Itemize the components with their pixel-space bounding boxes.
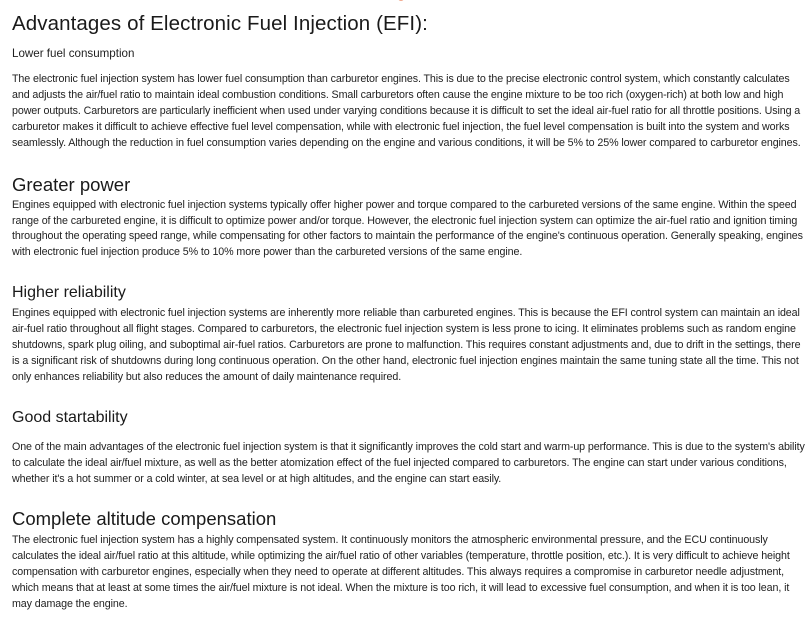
section-body: The electronic fuel injection system has a highly compensated system. It continuously monitors the atmospheric environmental pressure, and the ECU continuously calculates the ideal air/fuel ratio at this altitude, while optimizing the air/fuel ratio of other variables (temperature, throttle position, etc.). It is very difficult to achieve height compensation with carburetor engines, especially when they need to operate at different altitudes. This always requires a compromise in carburetor needle adjustment, which means that at least at some times the air/fuel mixture is not ideal. When the mixture is too rich, it will lead to excessive fuel consumption, and when it is too lean, it may damage the engine. bbox=[12, 534, 790, 610]
section-greater-power bbox=[12, 174, 808, 260]
section-body: The electronic fuel injection system has lower fuel consumption than carburetor engines. This is due to the precise electronic control system, which constantly calculates and adjusts the air/fuel ratio to maintain ideal combustion conditions. Small carburetors often cause the engine mixture to be too rich (oxygen-rich) at both low and high power outputs. Carburetors are particularly inefficient when used under varying conditions because it is difficult to set the ideal air-fuel ratio for all throttle positions. Using a carburetor makes it difficult to achieve effective fuel level compensation, while with electronic fuel injection, the fuel level compensation is built into the system and works seamlessly. Although the reduction in fuel consumption varies depending on the engine and various conditions, it will be 5% to 25% lower compared to carburetor engines. bbox=[12, 73, 801, 149]
section-good-startability bbox=[12, 408, 808, 487]
section-heading: Complete altitude compensation bbox=[12, 508, 277, 529]
section-higher-reliability bbox=[12, 283, 808, 385]
section-heading: Good startability bbox=[12, 409, 128, 426]
section-heading: Greater power bbox=[12, 174, 131, 195]
section-body: Engines equipped with electronic fuel injection systems are inherently more reliable than carbureted engines. This is because the EFI control system can maintain an ideal air-fuel ratio throughout all flight stages. Compared to carburetors, the electronic fuel injection system is less prone to icing. It eliminates problems such as random engine shutdowns, spark plug oiling, and suboptimal air-fuel ratios. Carburetors are prone to malfunction. This requires constant adjustments and, due to drift in the settings, there is a significant risk of shutdowns during long continuous operation. On the other hand, electronic fuel injection engines maintain the same tuning state all the time. This not only enhances reliability but also reduces the amount of daily maintenance required. bbox=[12, 307, 801, 383]
page-title: Advantages of Electronic Fuel Injection (EFI): bbox=[12, 12, 428, 35]
section-complete-altitude-compensation bbox=[12, 508, 808, 612]
section-body: Engines equipped with electronic fuel injection systems typically offer higher power and torque compared to the carbureted versions of the same engine. Within the speed range of the carbureted engine, it is difficult to optimize power and/or torque. However, the electronic fuel injection system can optimize the air-fuel ratio and ignition timing throughout the operating speed range, while compensating for other factors to maintain the performance of the engine's continuous operation. Generally speaking, engines with electronic fuel injection produce 5% to 10% more power than the carbureted versions of the same engine. bbox=[12, 199, 803, 258]
document-page bbox=[12, 0, 808, 612]
section-heading: Lower fuel consumption bbox=[12, 47, 135, 60]
section-lower-fuel-consumption bbox=[12, 46, 808, 151]
section-body: One of the main advantages of the electronic fuel injection system is that it significantly improves the cold start and warm-up performance. This is due to the system's ability to calculate the ideal air/fuel mixture, as well as the better atomization effect of the fuel injected compared to carburetors. The engine can start under various conditions, whether it's a hot summer or a cold winter, at sea level or at high altitudes, and the engine can start easily. bbox=[12, 441, 805, 485]
section-heading: Higher reliability bbox=[12, 284, 126, 301]
